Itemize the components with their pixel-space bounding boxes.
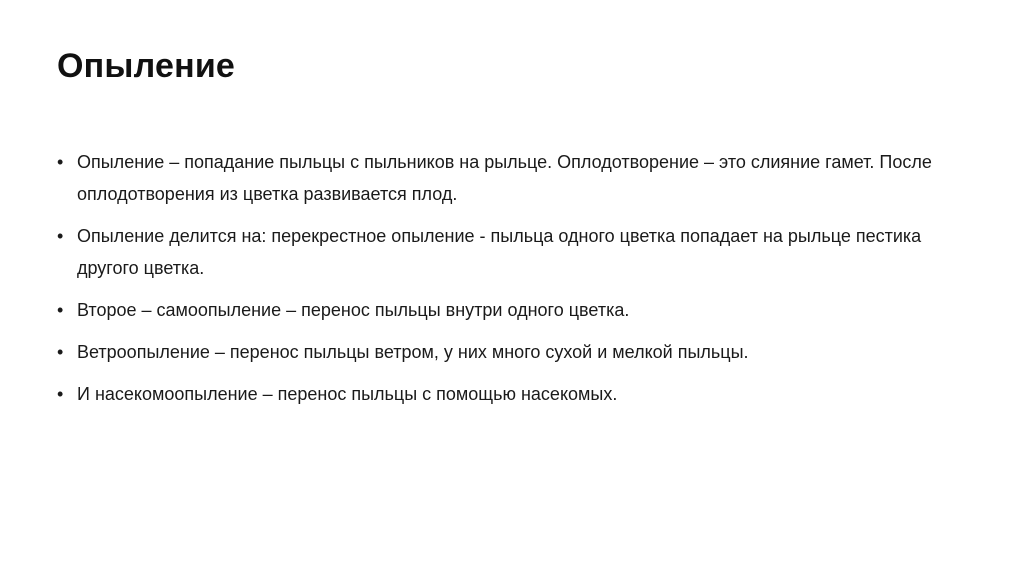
bullet-text: Ветроопыление – перенос пыльцы ветром, у них много сухой и мелкой пыльцы. [77, 342, 749, 362]
bullet-dot-icon: • [57, 152, 64, 172]
bullet-item [57, 220, 957, 284]
bullet-item [57, 146, 957, 210]
bullet-text: Второе – самоопыление – перенос пыльцы внутри одного цветка. [77, 300, 630, 320]
bullet-text: Опыление – попадание пыльцы с пыльников на рыльце. Оплодотворение – это слияние гамет. После оплодотворения из цветка развивается плод. [77, 152, 932, 204]
bullet-dot-icon: • [57, 300, 64, 320]
slide-title: Опыление [57, 47, 236, 85]
bullet-list [57, 146, 957, 420]
bullet-item [57, 294, 957, 326]
bullet-text: И насекомоопыление – перенос пыльцы с помощью насекомых. [77, 384, 618, 404]
bullet-item [57, 336, 957, 368]
bullet-dot-icon: • [57, 384, 64, 404]
bullet-text: Опыление делится на: перекрестное опыление - пыльца одного цветка попадает на рыльце пестика другого цветка. [77, 226, 922, 278]
bullet-dot-icon: • [57, 342, 64, 362]
bullet-item [57, 378, 957, 410]
bullet-dot-icon: • [57, 226, 64, 246]
